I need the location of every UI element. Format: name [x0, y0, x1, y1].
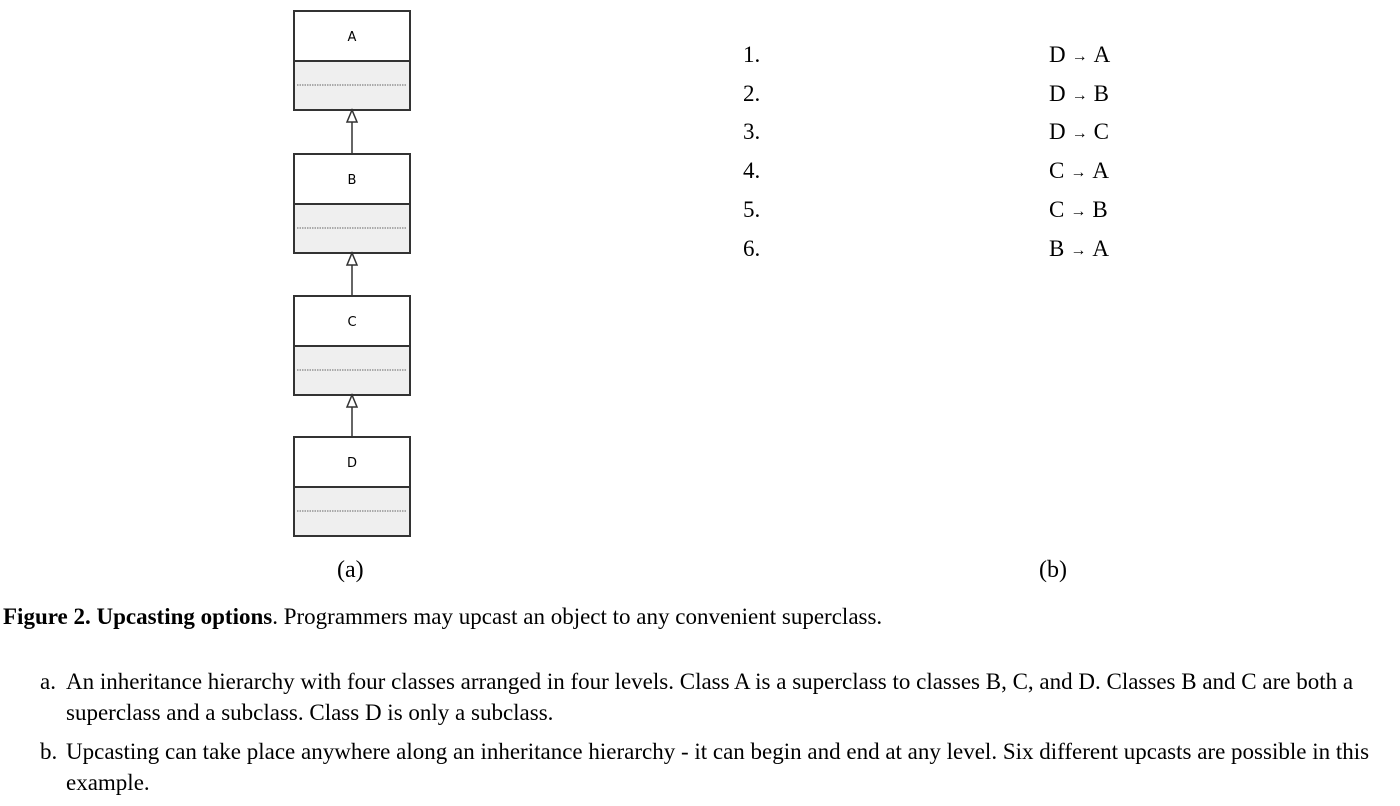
upcast-row: [0, 40, 1400, 70]
caption-title: Figure 2. Upcasting options: [3, 604, 273, 629]
upcast-number: 3.: [743, 119, 761, 144]
upcast-number: 2.: [743, 81, 761, 106]
right-arrow-icon: →: [1071, 87, 1088, 104]
upcast-from: D: [1049, 119, 1066, 144]
upcast-expression: [1049, 156, 1109, 189]
upcast-to: C: [1093, 119, 1109, 144]
right-arrow-icon: →: [1071, 125, 1088, 142]
right-arrow-icon: →: [1070, 203, 1087, 220]
class-d-label: D: [346, 456, 358, 471]
upcast-to: A: [1093, 42, 1111, 67]
upcast-from: D: [1049, 81, 1066, 106]
upcast-to: A: [1092, 158, 1109, 183]
class-a-label: A: [347, 30, 357, 45]
class-box-d: [294, 437, 410, 536]
figure-caption: [3, 602, 1398, 632]
upcast-expression: [1049, 234, 1109, 267]
upcast-row: [0, 79, 1400, 109]
upcast-row: [0, 117, 1400, 147]
note-text: An inheritance hierarchy with four classes arranged in four levels. Class A is a superclass to classes B, C, and D. Classes B and C are both a superclass and a subclass. Class D is only a subclass.: [66, 669, 1354, 725]
upcast-from: C: [1049, 158, 1065, 183]
note-text: Upcasting can take place anywhere along an inheritance hierarchy - it can begin and end at any level. Six different upcasts are possible in this example.: [66, 739, 1370, 795]
caption-text: . Programmers may upcast an object to any convenient superclass.: [272, 604, 883, 629]
class-box-c: [294, 296, 410, 395]
upcast-number: 5.: [743, 197, 761, 222]
upcast-number: 6.: [743, 236, 761, 261]
upcast-row: [0, 195, 1400, 225]
upcast-row: [0, 234, 1400, 264]
upcast-to: B: [1093, 81, 1109, 106]
upcast-from: D: [1049, 42, 1066, 67]
caption-notes: [0, 666, 1400, 806]
note-marker: b.: [40, 739, 58, 764]
upcast-expression: [1049, 195, 1108, 228]
upcast-expression: [1049, 117, 1109, 150]
upcast-to: B: [1092, 197, 1108, 222]
inheritance-arrow-d-to-c: [347, 395, 357, 437]
note-marker: a.: [40, 669, 56, 694]
upcast-expression: [1049, 40, 1110, 73]
class-b-label: B: [347, 173, 357, 188]
caption-note-b: [0, 736, 1400, 798]
upcast-expression: [1049, 79, 1109, 112]
right-arrow-icon: →: [1070, 242, 1087, 259]
right-arrow-icon: →: [1070, 164, 1087, 181]
upcast-from: C: [1049, 197, 1065, 222]
subfigure-b-label: (b): [1039, 557, 1067, 583]
right-arrow-icon: →: [1071, 48, 1088, 65]
subfigure-a-label: (a): [337, 557, 364, 583]
upcast-number: 4.: [743, 158, 761, 183]
caption-note-a: [0, 666, 1400, 728]
class-c-label: C: [347, 315, 357, 330]
upcast-number: 1.: [743, 42, 761, 67]
upcast-row: [0, 156, 1400, 186]
upcast-from: B: [1049, 236, 1065, 261]
upcast-to: A: [1092, 236, 1109, 261]
